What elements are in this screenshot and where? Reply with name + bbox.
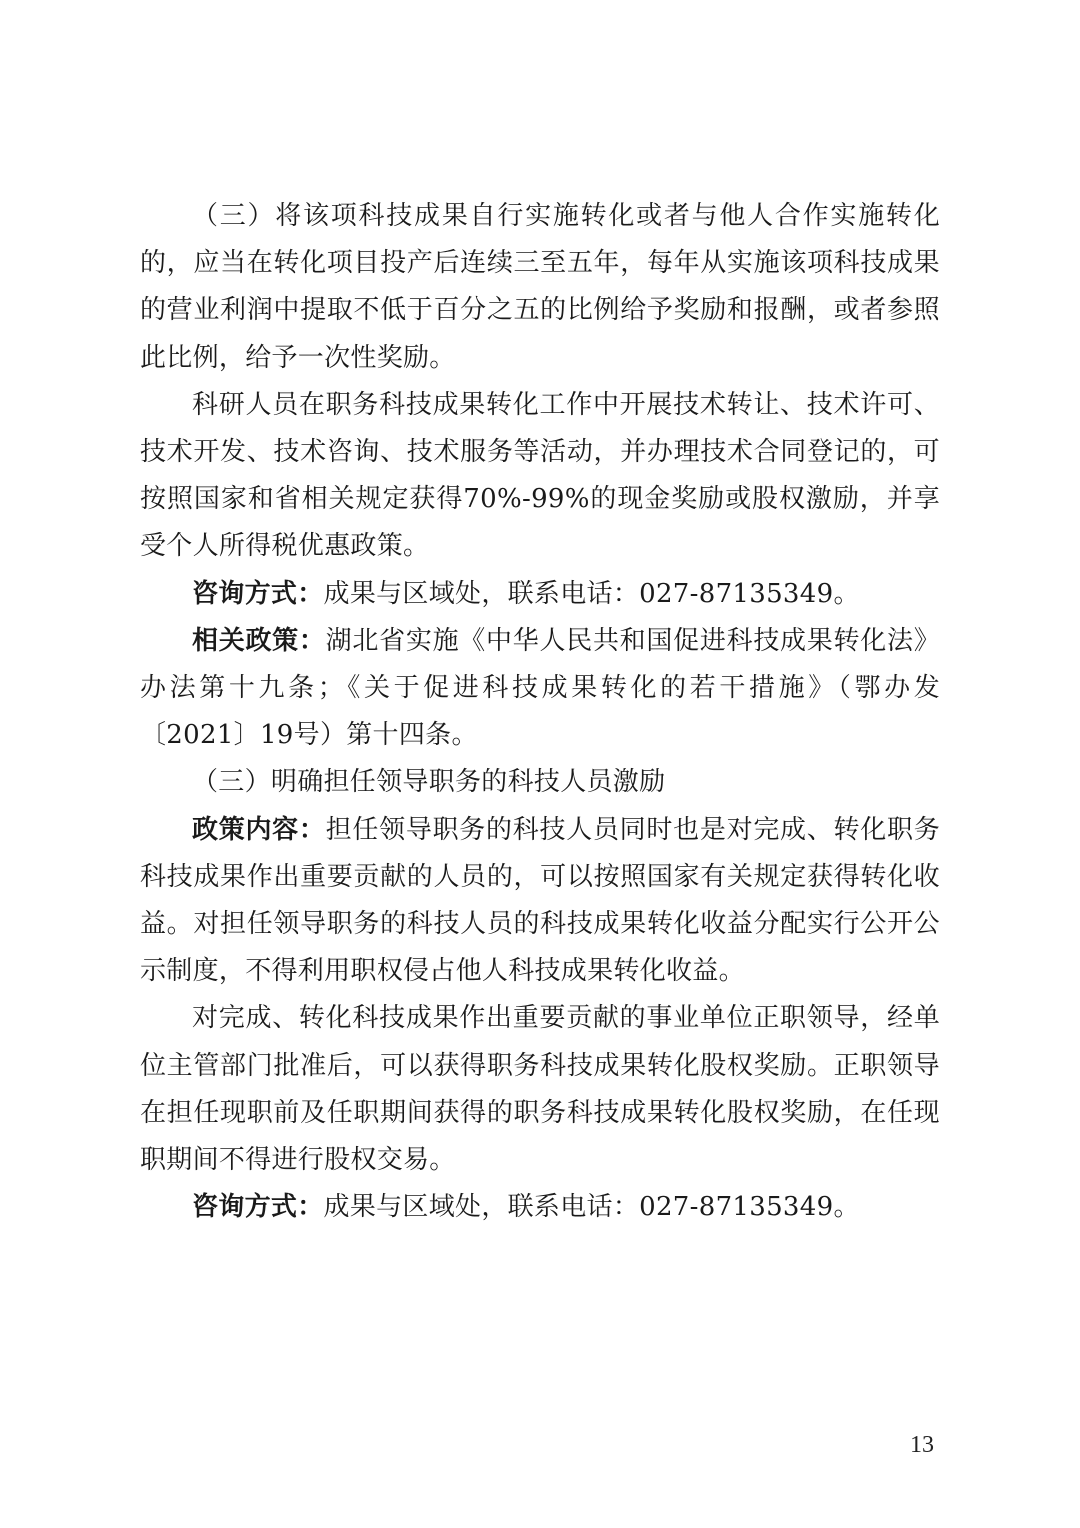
paragraph-label: 咨询方式：	[192, 1192, 324, 1223]
document-body	[140, 193, 940, 1231]
section-heading	[140, 759, 940, 806]
paragraph-label: 政策内容：	[192, 814, 326, 845]
paragraph-consultation-1	[140, 571, 940, 618]
paragraph-text: 对完成、转化科技成果作出重要贡献的事业单位正职领导，经单位主管部门批准后，可以获得职务科技成果转化股权奖励。正职领导在担任现职前及任职期间获得的职务科技成果转化股权奖励，在任现职期间不得进行股权交易。	[140, 1003, 940, 1176]
paragraph-reward-self-implementation	[140, 193, 940, 382]
paragraph-text: 科研人员在职务科技成果转化工作中开展技术转让、技术许可、技术开发、技术咨询、技术服务等活动，并办理技术合同登记的，可按照国家和省相关规定获得70%-99%的现金奖励或股权激励，并享受个人所得税优惠政策。	[140, 389, 940, 562]
paragraph-text: 成果与区域处，联系电话：027-87135349。	[323, 1192, 860, 1223]
page-number: 13	[910, 1432, 934, 1458]
paragraph-consultation-2	[140, 1184, 940, 1231]
paragraph-label: 咨询方式：	[192, 578, 324, 609]
paragraph-leader-equity-reward	[140, 995, 940, 1184]
paragraph-label: 相关政策：	[192, 625, 326, 656]
paragraph-policy-content	[140, 807, 940, 996]
paragraph-text: 湖北省实施《中华人民共和国促进科技成果转化法》办法第十九条；《关于促进科技成果转化的若干措施》（鄂办发〔2021〕19号）第十四条。	[140, 625, 940, 751]
paragraph-text: 担任领导职务的科技人员同时也是对完成、转化职务科技成果作出重要贡献的人员的，可以按照国家有关规定获得转化收益。对担任领导职务的科技人员的科技成果转化收益分配实行公开公示制度，不得利用职权侵占他人科技成果转化收益。	[140, 814, 940, 987]
paragraph-related-policy	[140, 618, 940, 760]
paragraph-text: 成果与区域处，联系电话：027-87135349。	[323, 578, 860, 609]
heading-text: （三）明确担任领导职务的科技人员激励	[192, 767, 666, 798]
paragraph-researcher-incentive	[140, 382, 940, 571]
paragraph-text: （三）将该项科技成果自行实施转化或者与他人合作实施转化的，应当在转化项目投产后连续三至五年，每年从实施该项科技成果的营业利润中提取不低于百分之五的比例给予奖励和报酬，或者参照此比例，给予一次性奖励。	[140, 201, 940, 373]
